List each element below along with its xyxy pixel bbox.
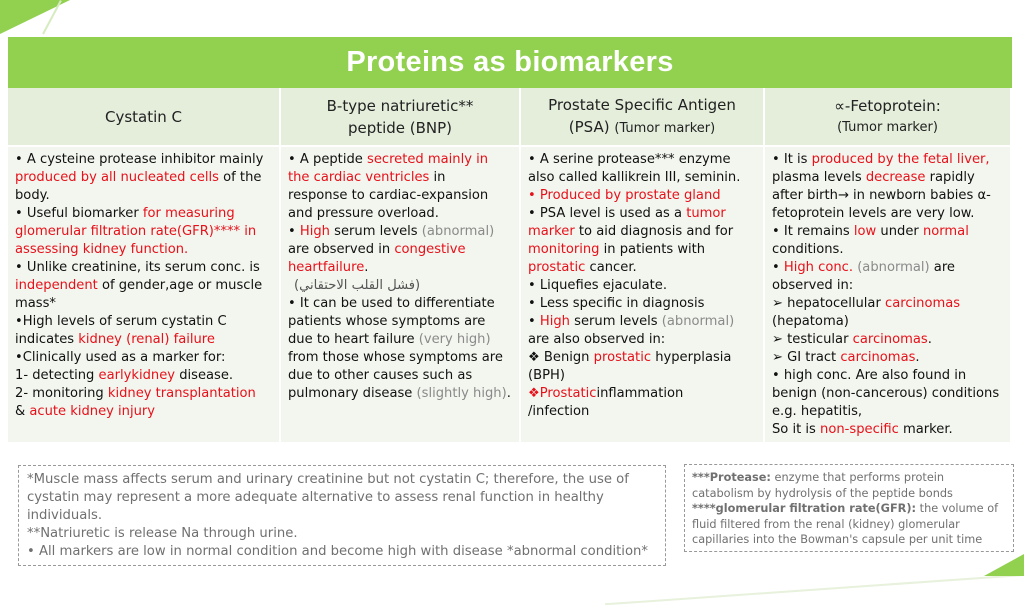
text-fragment: • It is <box>772 152 812 167</box>
text-line: fetoprotein levels are very low. <box>772 206 975 221</box>
text-line: (hepatoma) <box>772 314 849 329</box>
bottom-line-decoration <box>605 574 1024 605</box>
text-fragment: ➢ testicular <box>772 332 853 347</box>
text-line: • Unlike creatinine, its serum conc. is <box>15 260 260 275</box>
text-line: after birth→ in newborn babies α- <box>772 188 991 203</box>
text-line: • Less specific in diagnosis <box>528 296 705 311</box>
text-fragment: 1- detecting <box>15 368 99 383</box>
highlight-text: carcinomas <box>852 332 928 347</box>
highlight-text: heartfailure <box>288 260 365 275</box>
text-fragment: serum levels <box>330 224 422 239</box>
text-fragment: under <box>876 224 923 239</box>
muted-text: (slightly high) <box>416 386 507 401</box>
definition-text: enzyme that performs protein catabolism by hydrolysis of the peptide bonds <box>692 471 953 500</box>
highlight-text: High <box>299 224 330 239</box>
text-fragment: • A peptide <box>288 152 367 167</box>
header-line2: peptide (BNP) <box>347 118 453 137</box>
text-line: • high conc. Are also found in <box>772 368 967 383</box>
text-fragment: serum levels <box>570 314 662 329</box>
highlight-text: Produced by prostate gland <box>539 188 721 203</box>
definition-term: ***Protease: <box>692 471 771 484</box>
text-fragment: hyperplasia <box>651 350 732 365</box>
text-fragment: are <box>929 260 955 275</box>
header-line1: B-type natriuretic** <box>326 96 474 115</box>
title-bar <box>8 37 1012 88</box>
definition-text: the volume of fluid filtered from the renal (kidney) glomerular capillaries into the Bowman's capsule per unit time <box>692 502 999 546</box>
text-fragment: • <box>528 314 540 329</box>
highlight-text: the cardiac ventricles <box>288 170 430 185</box>
text-fragment: • <box>288 224 300 239</box>
text-line: from those whose symptoms are <box>288 350 503 365</box>
highlight-text: ❖Prostatic <box>528 386 597 401</box>
text-fragment: rapidly <box>925 170 975 185</box>
highlight-text: non-specific <box>820 422 899 437</box>
text-fragment: . <box>364 260 369 275</box>
highlight-text: prostatic <box>593 350 652 365</box>
text-line: also called kallikrein III, seminin. <box>528 170 741 185</box>
footnote-line: • All markers are low in normal condition and become high with disease *abnormal condition* <box>27 544 648 559</box>
highlight-text: kidney (renal) failure <box>78 332 215 347</box>
muted-text: (abnormal) <box>857 260 930 275</box>
highlight-text: congestive <box>394 242 466 257</box>
text-fragment: indicates <box>15 332 79 347</box>
footnote-box <box>18 465 666 566</box>
header-line2: (PSA) <box>568 117 615 136</box>
footnote-line: **Natriuretic is release Na through urine. <box>27 526 298 541</box>
text-fragment: plasma levels <box>772 170 866 185</box>
highlight-text: earlykidney <box>98 368 176 383</box>
text-line: (BPH) <box>528 368 565 383</box>
text-line: patients whose symptoms are <box>288 314 486 329</box>
text-line: due to other causes such as <box>288 368 473 383</box>
text-fragment: • It remains <box>772 224 854 239</box>
text-fragment: So it is <box>772 422 821 437</box>
text-fragment: • Useful biomarker <box>15 206 143 221</box>
muted-text: (very high) <box>418 332 491 347</box>
text-fragment: ❖ Benign <box>528 350 594 365</box>
text-line: body. <box>15 188 50 203</box>
highlight-text: independent <box>15 278 98 293</box>
highlight-text: decrease <box>865 170 926 185</box>
header-line1: Cystatin C <box>104 107 183 126</box>
text-fragment: & <box>15 404 30 419</box>
highlight-text: normal <box>922 224 969 239</box>
cell-afp <box>765 147 1012 442</box>
cell-psa <box>521 147 765 442</box>
highlight-text: monitoring <box>528 242 600 257</box>
text-fragment: in <box>429 170 446 185</box>
text-line: are also observed in: <box>528 332 666 347</box>
text-fragment: in patients with <box>599 242 706 257</box>
text-line: and pressure overload. <box>288 206 439 221</box>
highlight-text: produced by all nucleated cells <box>15 170 219 185</box>
text-fragment: . <box>915 350 920 365</box>
biomarker-table <box>8 88 1012 442</box>
text-fragment: cancer. <box>585 260 637 275</box>
bottom-corner-decoration <box>984 554 1024 576</box>
page-title: Proteins as biomarkers <box>346 46 674 78</box>
footnote-line: cystatin may represent a more adequate alternative to assess renal function in healthy <box>27 490 604 505</box>
column-header-afp <box>765 88 1012 147</box>
column-header-bnp <box>281 88 521 147</box>
definitions-box <box>684 464 1014 552</box>
text-fragment: • <box>772 260 784 275</box>
text-line: •High levels of serum cystatin C <box>15 314 227 329</box>
highlight-text: glomerular filtration rate(GFR)**** in <box>15 224 257 239</box>
definition-term: ****glomerular filtration rate(GFR): <box>692 502 917 515</box>
text-line: e.g. hepatitis, <box>772 404 863 419</box>
header-note: (Tumor marker) <box>614 120 716 136</box>
highlight-text: prostatic <box>528 260 586 275</box>
text-fragment: disease. <box>175 368 234 383</box>
text-fragment: • PSA level is used as a <box>528 206 687 221</box>
muted-text: (abnormal) <box>661 314 735 329</box>
text-line: • A serine protease*** enzyme <box>528 152 731 167</box>
highlight-text: acute kidney injury <box>29 404 156 419</box>
text-fragment: due to heart failure <box>288 332 419 347</box>
text-line: conditions. <box>772 242 844 257</box>
text-line: • A cysteine protease inhibitor mainly <box>15 152 264 167</box>
text-fragment: to aid diagnosis and for <box>574 224 734 239</box>
text-fragment: . <box>506 386 511 401</box>
highlight-text: low <box>853 224 877 239</box>
text-fragment: ➢ GI tract <box>772 350 841 365</box>
header-line1: ∝-Fetoprotein: <box>834 96 941 115</box>
highlight-text: tumor <box>686 206 726 221</box>
highlight-text: secreted mainly in <box>367 152 489 167</box>
header-note: (Tumor marker) <box>837 119 938 135</box>
text-fragment: of the <box>218 170 262 185</box>
text-fragment: are observed in <box>288 242 395 257</box>
highlight-text: marker <box>528 224 575 239</box>
column-header-cystatin <box>8 88 281 147</box>
text-line: response to cardiac-expansion <box>288 188 489 203</box>
text-fragment: inflammation <box>596 386 684 401</box>
footnote-line: individuals. <box>27 508 103 523</box>
highlight-text: produced by the fetal liver, <box>811 152 990 167</box>
text-fragment: pulmonary disease <box>288 386 417 401</box>
cell-cystatin <box>8 147 281 442</box>
bullet: • <box>528 188 540 203</box>
highlight-text: assessing kidney function. <box>15 242 189 257</box>
cell-bnp <box>281 147 521 442</box>
text-line: mass* <box>15 296 56 311</box>
text-line: observed in: <box>772 278 854 293</box>
text-fragment: 2- monitoring <box>15 386 108 401</box>
header-line1: Prostate Specific Antigen <box>548 95 736 114</box>
highlight-text: carcinomas <box>885 296 961 311</box>
text-fragment: ➢ hepatocellular <box>772 296 886 311</box>
highlight-text: for measuring <box>142 206 235 221</box>
text-line: • Liquefies ejaculate. <box>528 278 667 293</box>
text-fragment: of gender,age or muscle <box>97 278 263 293</box>
text-line: •Clinically used as a marker for: <box>15 350 226 365</box>
highlight-text: High conc. <box>783 260 854 275</box>
highlight-text: kidney transplantation <box>107 386 256 401</box>
text-line: /infection <box>528 404 590 419</box>
highlight-text: carcinomas <box>840 350 916 365</box>
text-line: • It can be used to differentiate <box>288 296 495 311</box>
text-fragment: marker. <box>898 422 953 437</box>
highlight-text: High <box>539 314 570 329</box>
text-fragment: . <box>927 332 932 347</box>
muted-text: (abnormal) <box>421 224 495 239</box>
column-header-psa <box>521 88 765 147</box>
arabic-translation: (فشل القلب الاحتقاني) <box>294 278 421 293</box>
footnote-line: *Muscle mass affects serum and urinary creatinine but not cystatin C; therefore, the use of <box>27 472 629 487</box>
text-line: benign (non-cancerous) conditions <box>772 386 1000 401</box>
